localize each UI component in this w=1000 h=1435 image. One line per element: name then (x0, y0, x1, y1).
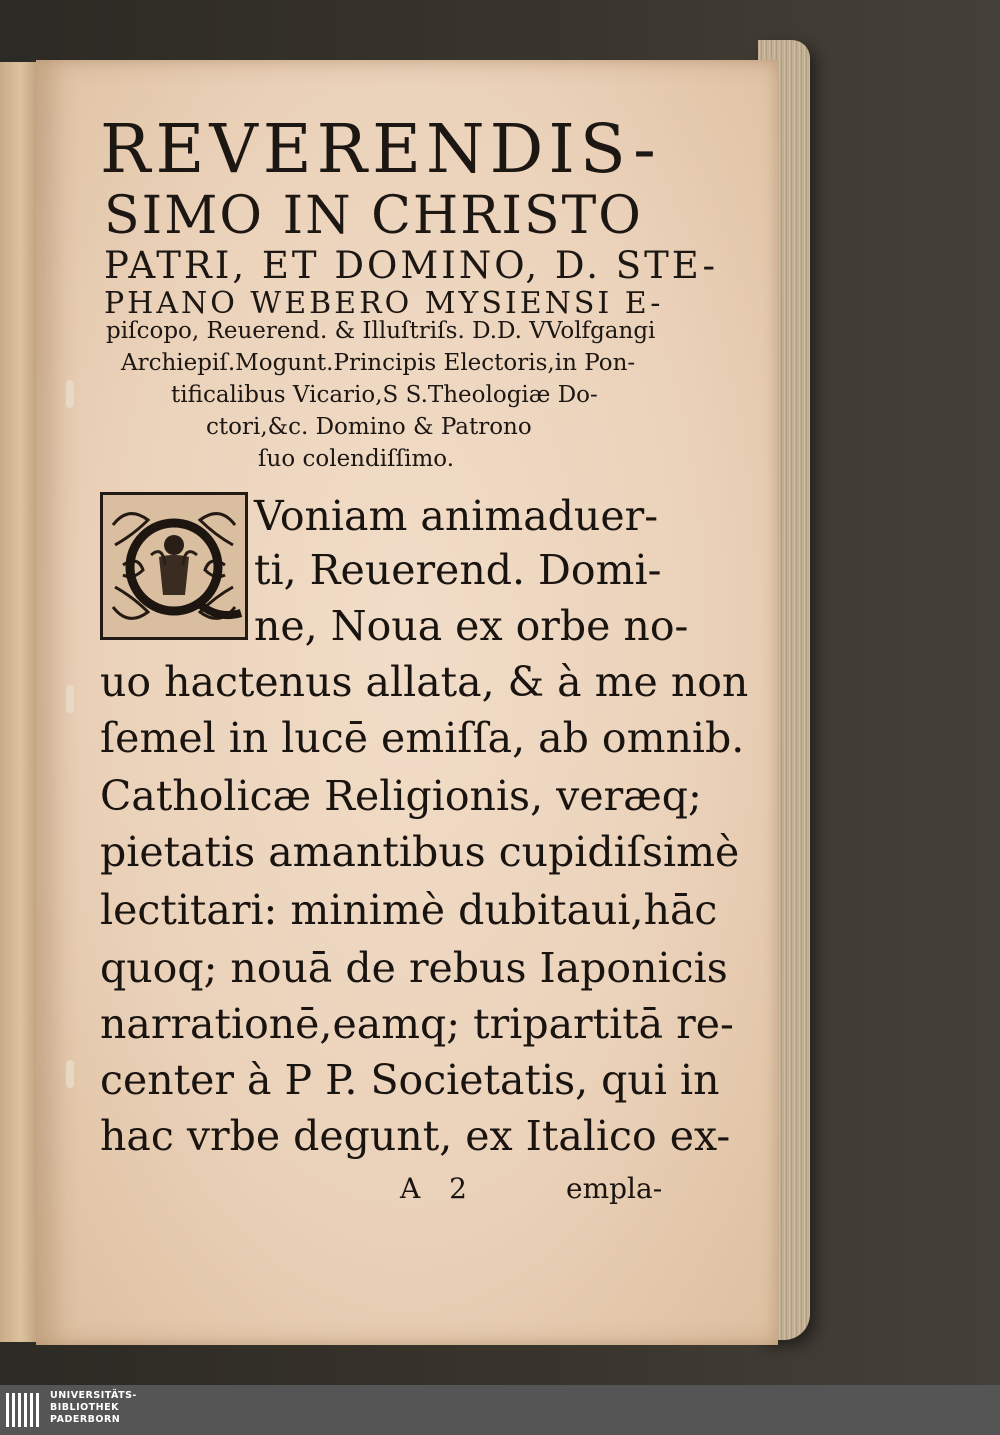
library-name-line-1: UNIVERSITÄTS- (50, 1390, 137, 1401)
heading-line-5: piſcopo, Reuerend. & Illuſtriſs. D.D. VVolfgangi (106, 318, 656, 344)
heading-line-8: ctori,&c. Domino & Patrono (206, 414, 532, 440)
body-line: quoq; nouā de rebus Iaponicis (100, 944, 728, 992)
heading-line-9: ſuo colendiſſimo. (258, 446, 455, 472)
book-page (36, 60, 778, 1345)
decorated-initial-q-icon (100, 492, 248, 640)
binding-stitch (66, 1060, 74, 1088)
library-name-line-3: PADERBORN (50, 1414, 121, 1425)
signature-mark: A 2 (400, 1172, 477, 1205)
body-line: ne, Noua ex orbe no- (254, 602, 689, 650)
heading-line-7: tificalibus Vicario,S S.Theologiæ Do- (171, 382, 598, 408)
body-line: Catholicæ Religionis, veræq; (100, 772, 702, 820)
body-line: ſemel in lucē emiſſa, ab omnib. (100, 714, 745, 762)
binding-stitch (66, 685, 74, 713)
library-logo-icon (6, 1391, 42, 1429)
library-name (50, 1390, 137, 1426)
body-line: uo hactenus allata, & à me non (100, 658, 749, 706)
binding-stitch (66, 380, 74, 408)
library-footer (0, 1385, 1000, 1435)
body-line: Voniam animaduer- (254, 492, 659, 540)
body-line: hac vrbe degunt, ex Italico ex- (100, 1112, 731, 1160)
heading-line-3: PATRI, ET DOMINO, D. STE- (104, 244, 718, 287)
heading-line-1: REVERENDIS- (100, 110, 661, 188)
library-name-line-2: BIBLIOTHEK (50, 1402, 119, 1413)
body-line: lectitari: minimè dubitaui,hāc (100, 886, 718, 934)
body-line: pietatis amantibus cupidiſsimè (100, 828, 740, 876)
heading-line-4: PHANO WEBERO MYSIENSI E- (104, 286, 664, 321)
body-line: center à P P. Societatis, qui in (100, 1056, 720, 1104)
body-line: ti, Reuerend. Domi- (254, 546, 662, 594)
heading-line-2: SIMO IN CHRISTO (104, 186, 643, 246)
heading-line-6: Archiepiſ.Mogunt.Principis Electoris,in Pon- (121, 350, 636, 376)
catchword: empla- (566, 1172, 663, 1205)
body-line: narrationē,eamq; tripartitā re- (100, 1000, 734, 1048)
